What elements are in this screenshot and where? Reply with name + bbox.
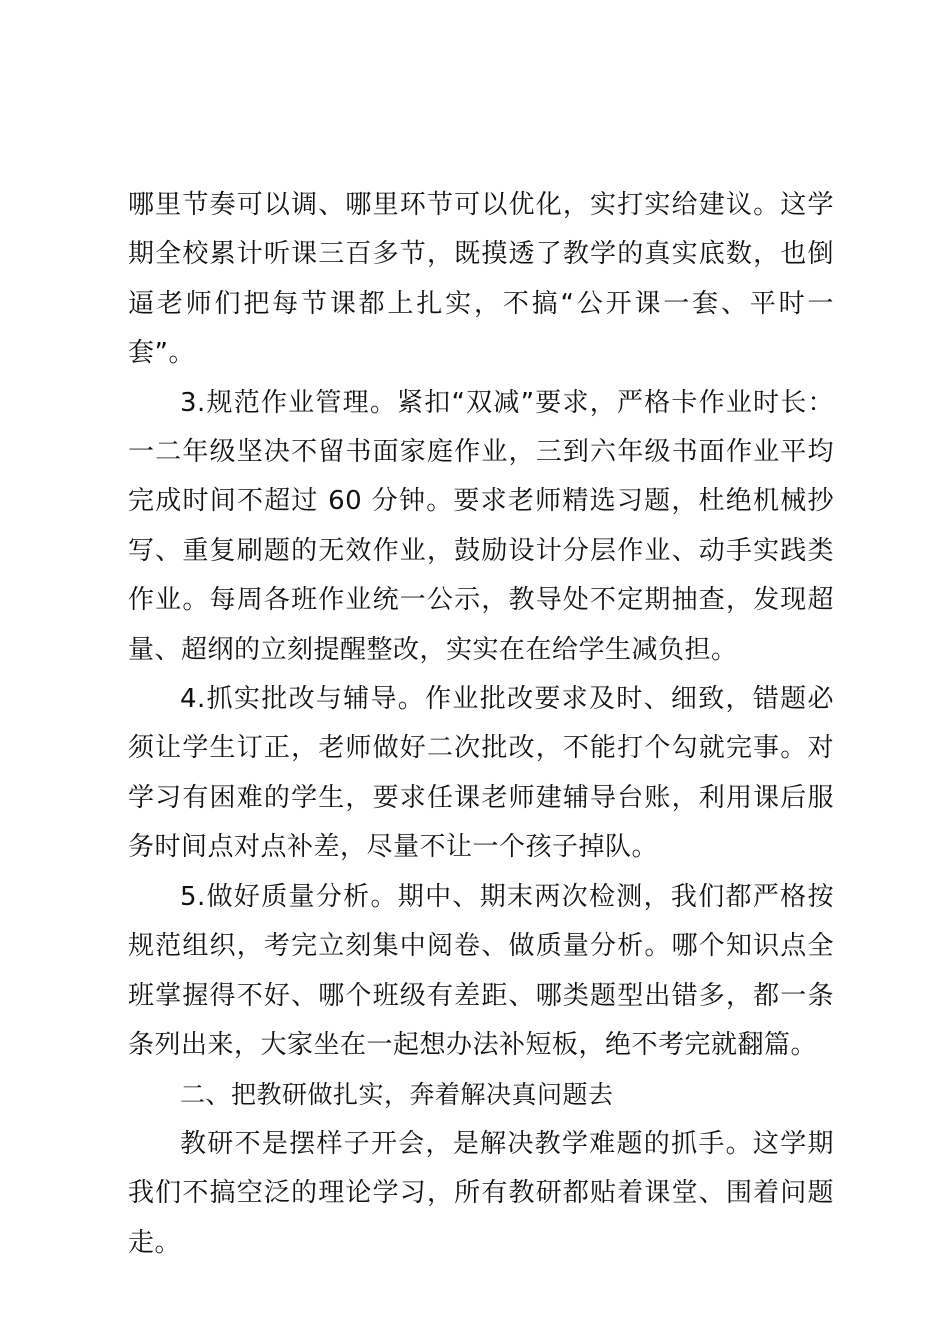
document-body (128, 181, 834, 1268)
paragraph-homework-management: 3.规范作业管理。紧扣“双减”要求，严格卡作业时长：一二年级坚决不留书面家庭作业，三到六年级书面作业平均完成时间不超过 60 分钟。要求老师精选习题，杜绝机械抄写、重复刷题的无效作业，鼓励设计分层作业、动手实践类作业。每周各班作业统一公示，教导处不定期抽查，发现超量、超纲的立刻提醒整改，实实在在给学生减负担。 (128, 387, 834, 665)
section-heading: 二、把教研做扎实，奔着解决真问题去 (180, 1080, 614, 1110)
paragraph-quality-analysis: 5.做好质量分析。期中、期末两次检测，我们都严格按规范组织，考完立刻集中阅卷、做质量分析。哪个知识点全班掌握得不好、哪个班级有差距、哪类题型出错多，都一条条列出来，大家坐在一起想办法补短板，绝不考完就翻篇。 (128, 881, 834, 1060)
paragraph-teaching-research: 教研不是摆样子开会，是解决教学难题的抓手。这学期我们不搞空泛的理论学习，所有教研都贴着课堂、围着问题走。 (128, 1128, 834, 1258)
paragraph-continuation: 哪里节奏可以调、哪里环节可以优化，实打实给建议。这学期全校累计听课三百多节，既摸透了教学的真实底数，也倒逼老师们把每节课都上扎实，不搞“公开课一套、平时一套”。 (128, 190, 834, 369)
paragraph-grading-tutoring: 4.抓实批改与辅导。作业批改要求及时、细致，错题必须让学生订正，老师做好二次批改，不能打个勾就完事。对学习有困难的学生，要求任课老师建辅导台账，利用课后服务时间点对点补差，尽量不让一个孩子掉队。 (128, 684, 834, 863)
